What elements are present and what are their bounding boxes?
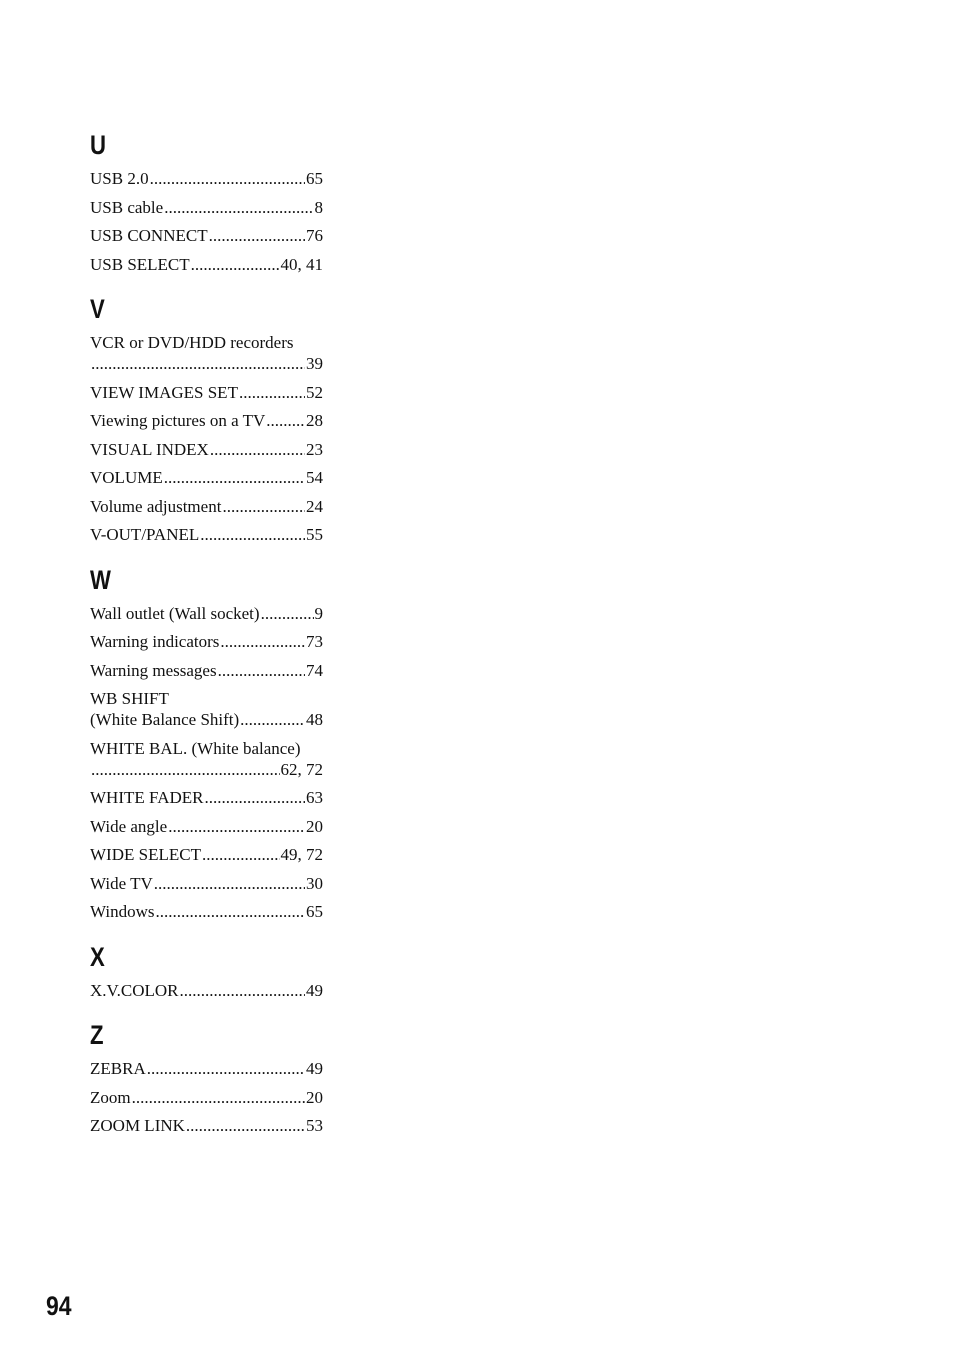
dot-leader bbox=[266, 410, 305, 431]
entry-page: 55 bbox=[306, 525, 323, 544]
entry-page: 49 bbox=[306, 1059, 323, 1078]
section-letter: V bbox=[90, 294, 105, 324]
entry-page: 8 bbox=[314, 197, 323, 217]
entry-term: USB 2.0 bbox=[90, 169, 149, 188]
entry-page: 65 bbox=[306, 169, 323, 188]
entry-page: 48 bbox=[306, 710, 323, 729]
entry-term: Warning indicators bbox=[90, 632, 220, 651]
entry-page: 53 bbox=[306, 1116, 323, 1135]
entry-page: 54 bbox=[306, 468, 323, 487]
dot-leader bbox=[220, 631, 305, 652]
index-entry bbox=[90, 1087, 323, 1108]
entry-page: 52 bbox=[306, 382, 323, 402]
entry-term: VOLUME bbox=[90, 468, 163, 487]
entry-term: V-OUT/PANEL bbox=[90, 525, 200, 544]
index-entry bbox=[90, 631, 323, 652]
index-entry bbox=[90, 660, 323, 681]
entry-term: Viewing pictures on a TV bbox=[90, 411, 266, 430]
index-entry bbox=[90, 873, 323, 894]
index-entry bbox=[90, 197, 323, 218]
index-entry bbox=[90, 980, 323, 1001]
entry-term: Warning messages bbox=[90, 660, 217, 680]
entry-term: Wall outlet (Wall socket) bbox=[90, 603, 260, 623]
entry-term: USB cable bbox=[90, 197, 164, 217]
entry-list bbox=[90, 332, 323, 545]
index-column bbox=[90, 130, 323, 1144]
entry-term: ZOOM LINK bbox=[90, 1116, 185, 1135]
dot-leader bbox=[209, 225, 305, 246]
entry-term: (White Balance Shift) bbox=[90, 710, 240, 729]
section-gap bbox=[90, 930, 323, 942]
index-entry bbox=[90, 901, 323, 922]
index-entry bbox=[90, 524, 323, 545]
dot-leader bbox=[179, 980, 305, 1001]
section-letter: W bbox=[90, 564, 111, 595]
index-entry bbox=[90, 225, 323, 246]
index-section-u bbox=[90, 130, 323, 275]
dot-leader bbox=[164, 197, 313, 218]
entry-term: WIDE SELECT bbox=[90, 845, 201, 864]
index-entry bbox=[90, 439, 323, 460]
entry-term: USB SELECT bbox=[90, 254, 190, 274]
section-gap bbox=[90, 282, 323, 294]
entry-page: 49 bbox=[306, 980, 323, 1000]
index-entry bbox=[90, 496, 323, 517]
entry-term-line: VCR or DVD/HDD recorders bbox=[90, 333, 294, 352]
index-entry bbox=[90, 254, 323, 275]
entry-term: VIEW IMAGES SET bbox=[90, 382, 238, 402]
entry-term: X.V.COLOR bbox=[90, 980, 179, 1000]
entry-page: 20 bbox=[306, 1087, 323, 1107]
entry-page: 24 bbox=[306, 496, 323, 516]
index-entry bbox=[90, 787, 323, 808]
dot-leader bbox=[164, 467, 305, 488]
index-section-w bbox=[90, 565, 323, 923]
index-entry bbox=[90, 467, 323, 488]
index-entry bbox=[90, 844, 323, 865]
dot-leader bbox=[186, 1115, 305, 1136]
entry-page: 40, 41 bbox=[280, 254, 323, 274]
index-entry bbox=[90, 688, 323, 730]
entry-page: 63 bbox=[306, 788, 323, 807]
dot-leader bbox=[155, 901, 305, 922]
dot-leader bbox=[200, 524, 305, 545]
entry-term: Zoom bbox=[90, 1087, 131, 1107]
entry-list bbox=[90, 603, 323, 923]
index-entry bbox=[90, 1115, 323, 1136]
dot-leader bbox=[147, 1058, 305, 1079]
entry-page: 28 bbox=[306, 411, 323, 430]
entry-page: 20 bbox=[306, 816, 323, 836]
entry-term-line: WB SHIFT bbox=[90, 689, 169, 708]
entry-page: 65 bbox=[306, 902, 323, 921]
dot-leader bbox=[210, 439, 305, 460]
entry-page: 74 bbox=[306, 660, 323, 680]
entry-list bbox=[90, 1058, 323, 1136]
index-section-x bbox=[90, 942, 323, 1001]
entry-term: Wide TV bbox=[90, 873, 153, 893]
entry-term: USB CONNECT bbox=[90, 226, 208, 245]
entry-term: Volume adjustment bbox=[90, 496, 222, 516]
dot-leader bbox=[168, 816, 305, 837]
section-letter: Z bbox=[90, 1020, 104, 1050]
dot-leader bbox=[261, 603, 314, 624]
entry-page: 76 bbox=[306, 226, 323, 245]
index-entry bbox=[90, 603, 323, 624]
index-entry bbox=[90, 1058, 323, 1079]
dot-leader bbox=[132, 1087, 305, 1108]
entry-page: 62, 72 bbox=[280, 759, 323, 779]
entry-term: VISUAL INDEX bbox=[90, 439, 209, 459]
dot-leader bbox=[222, 496, 305, 517]
index-entry bbox=[90, 816, 323, 837]
entry-page: 39 bbox=[306, 354, 323, 373]
entry-term-line: WHITE BAL. (White balance) bbox=[90, 738, 301, 758]
entry-term: ZEBRA bbox=[90, 1059, 146, 1078]
entry-term: WHITE FADER bbox=[90, 788, 204, 807]
entry-term: Windows bbox=[90, 902, 155, 921]
dot-leader bbox=[240, 709, 305, 730]
section-gap bbox=[90, 553, 323, 565]
entry-list bbox=[90, 980, 323, 1001]
entry-list bbox=[90, 168, 323, 275]
dot-leader bbox=[154, 873, 305, 894]
dot-leader bbox=[218, 660, 305, 681]
page-number: 94 bbox=[46, 1291, 72, 1321]
entry-page: 73 bbox=[306, 632, 323, 651]
index-section-z bbox=[90, 1020, 323, 1136]
entry-page: 23 bbox=[306, 439, 323, 459]
index-section-v bbox=[90, 294, 323, 545]
entry-page: 49, 72 bbox=[280, 845, 323, 864]
dot-leader bbox=[202, 844, 280, 865]
section-gap bbox=[90, 1008, 323, 1020]
index-entry bbox=[90, 168, 323, 189]
index-entry bbox=[90, 410, 323, 431]
index-entry bbox=[90, 738, 323, 780]
dot-leader bbox=[91, 759, 280, 780]
entry-page: 30 bbox=[306, 873, 323, 893]
dot-leader bbox=[91, 353, 305, 374]
entry-page: 9 bbox=[314, 603, 323, 623]
section-letter: U bbox=[90, 130, 106, 160]
index-entry bbox=[90, 332, 323, 374]
dot-leader bbox=[239, 382, 305, 403]
dot-leader bbox=[191, 254, 280, 275]
dot-leader bbox=[204, 787, 305, 808]
section-letter: X bbox=[90, 941, 105, 972]
index-entry bbox=[90, 382, 323, 403]
entry-term: Wide angle bbox=[90, 816, 168, 836]
dot-leader bbox=[150, 168, 305, 189]
